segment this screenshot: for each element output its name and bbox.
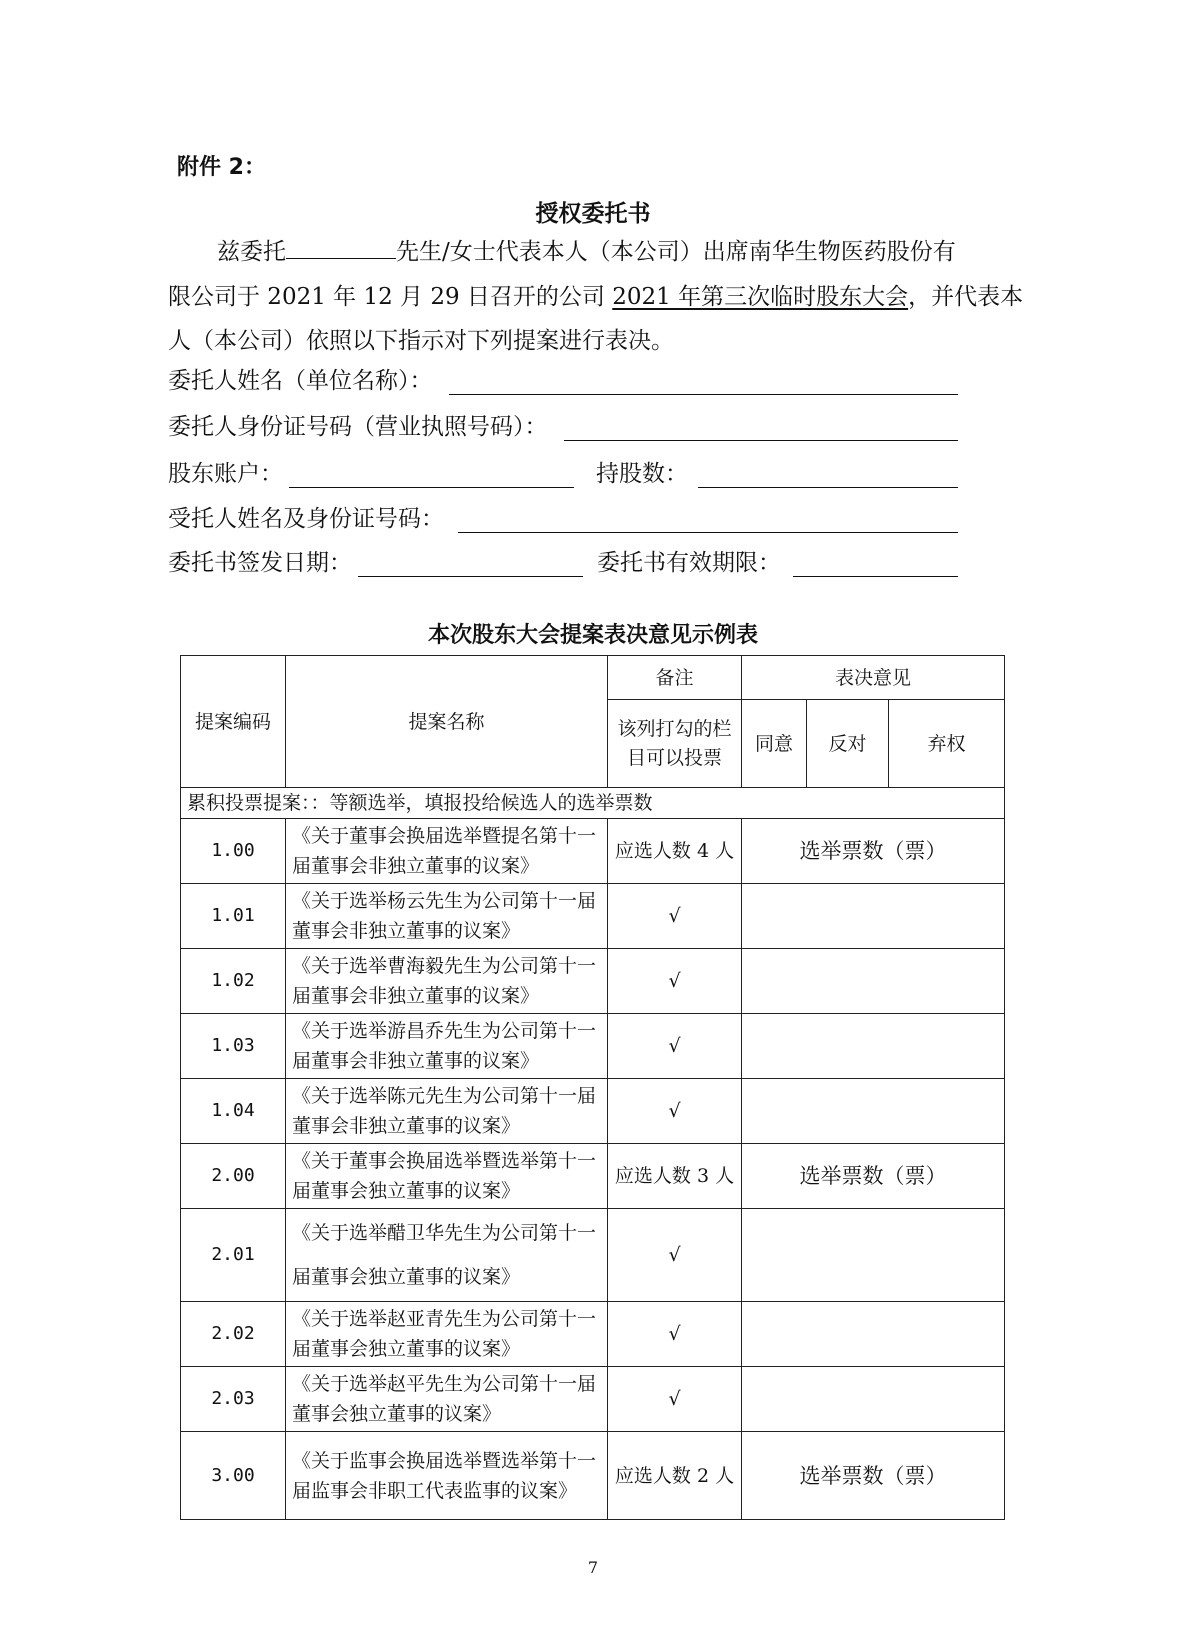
intro-text: 先生/女士代表本人（本公司）出席南华生物医药股份有 [396,239,956,265]
proposal-name: 《关于选举醋卫华先生为公司第十一届董事会独立董事的议案》 [286,1209,608,1302]
proposal-remark: 应选人数 3 人 [608,1144,742,1209]
proposal-remark: √ [608,1209,742,1302]
table-row [181,1209,1005,1302]
date-row [168,544,958,577]
proposal-name: 《关于董事会换届选举暨选举第十一届董事会独立董事的议案》 [286,1144,608,1209]
vote-count-cell[interactable]: 选举票数（票） [742,1144,1005,1209]
proposal-remark: √ [608,949,742,1014]
table-row [181,819,1005,884]
vote-input-cell[interactable] [742,1014,1005,1079]
table-row [181,1432,1005,1520]
field-label: 持股数： [596,461,688,487]
intro-line-1 [217,233,956,266]
proxy-id-row [168,500,958,533]
proposal-rows [181,819,1005,1520]
proposal-code: 3.00 [181,1432,286,1520]
page-number: 7 [587,1558,599,1577]
table-row [181,1014,1005,1079]
proposal-name: 《关于选举游昌乔先生为公司第十一届董事会非独立董事的议案》 [286,1014,608,1079]
issue-date-field[interactable] [358,552,583,577]
header-remark-sub: 该列打勾的栏目可以投票 [608,700,742,788]
table-row [181,1079,1005,1144]
proposal-code: 2.01 [181,1209,286,1302]
table-row [181,1302,1005,1367]
proposal-code: 1.04 [181,1079,286,1144]
principal-name-field[interactable] [449,370,959,395]
vote-input-cell[interactable] [742,1302,1005,1367]
proposal-code: 1.01 [181,884,286,949]
proposal-name: 《关于监事会换届选举暨选举第十一届监事会非职工代表监事的议案》 [286,1432,608,1520]
proposal-remark: √ [608,1079,742,1144]
validity-field[interactable] [793,552,958,577]
shares-held-field[interactable] [698,463,958,488]
intro-text: 限公司于 2021 年 12 月 29 日召开的公司 [168,284,613,310]
table-title: 本次股东大会提案表决意见示例表 [427,623,758,648]
field-label: 委托人姓名（单位名称）： [168,368,433,394]
proposal-remark: √ [608,1302,742,1367]
field-label: 委托人身份证号码（营业执照号码）： [168,414,548,440]
proposal-remark: √ [608,1014,742,1079]
proposal-name: 《关于选举杨云先生为公司第十一届董事会非独立董事的议案》 [286,884,608,949]
field-label: 股东账户： [168,461,283,487]
intro-text: ，并代表本 [908,284,1024,310]
table-row [181,1144,1005,1209]
vote-input-cell[interactable] [742,884,1005,949]
header-remark: 备注 [608,656,742,700]
proposal-name: 《关于选举赵平先生为公司第十一届董事会独立董事的议案》 [286,1367,608,1432]
proposal-code: 2.00 [181,1144,286,1209]
proposal-remark: √ [608,884,742,949]
meeting-name: 2021 年第三次临时股东大会 [612,284,909,310]
proposal-code: 1.03 [181,1014,286,1079]
proposal-name: 《关于选举陈元先生为公司第十一届董事会非独立董事的议案》 [286,1079,608,1144]
proposal-code: 2.02 [181,1302,286,1367]
account-row [168,455,958,488]
field-label: 受托人姓名及身份证号码： [168,506,444,532]
table-row [181,884,1005,949]
table-row [181,1367,1005,1432]
proposal-remark: 应选人数 4 人 [608,819,742,884]
vote-count-cell[interactable]: 选举票数（票） [742,819,1005,884]
field-label: 委托书签发日期： [168,550,352,576]
proxy-name-id-field[interactable] [458,508,958,533]
header-oppose: 反对 [807,700,889,788]
vote-input-cell[interactable] [742,1367,1005,1432]
proposal-name: 《关于选举曹海毅先生为公司第十一届董事会非独立董事的议案》 [286,949,608,1014]
vote-input-cell[interactable] [742,949,1005,1014]
shareholder-account-field[interactable] [289,463,574,488]
header-agree: 同意 [742,700,807,788]
intro-line-3: 人（本公司）依照以下指示对下列提案进行表决。 [168,328,674,354]
vote-input-cell[interactable] [742,1209,1005,1302]
voting-table [180,655,1005,1520]
principal-id-row [168,408,958,441]
header-abstain: 弃权 [889,700,1005,788]
field-label: 委托书有效期限： [597,550,781,576]
proposal-name: 《关于董事会换届选举暨提名第十一届董事会非独立董事的议案》 [286,819,608,884]
intro-text: 兹委托 [217,239,286,265]
section-row: 累积投票提案：：等额选举，填报投给候选人的选举票数 [181,788,1005,819]
principal-id-field[interactable] [564,416,959,441]
header-name: 提案名称 [286,656,608,788]
intro-line-2 [168,278,1023,311]
principal-name-row [168,362,958,395]
document-title: 授权委托书 [535,201,651,227]
proxy-name-blank[interactable] [286,236,396,259]
table-row [181,949,1005,1014]
attachment-label: 附件 2： [177,155,266,180]
proposal-remark: √ [608,1367,742,1432]
vote-input-cell[interactable] [742,1079,1005,1144]
proposal-remark: 应选人数 2 人 [608,1432,742,1520]
proposal-code: 1.02 [181,949,286,1014]
proposal-code: 1.00 [181,819,286,884]
header-code: 提案编码 [181,656,286,788]
proposal-code: 2.03 [181,1367,286,1432]
proposal-name: 《关于选举赵亚青先生为公司第十一届董事会独立董事的议案》 [286,1302,608,1367]
vote-count-cell[interactable]: 选举票数（票） [742,1432,1005,1520]
header-opinion: 表决意见 [742,656,1005,700]
